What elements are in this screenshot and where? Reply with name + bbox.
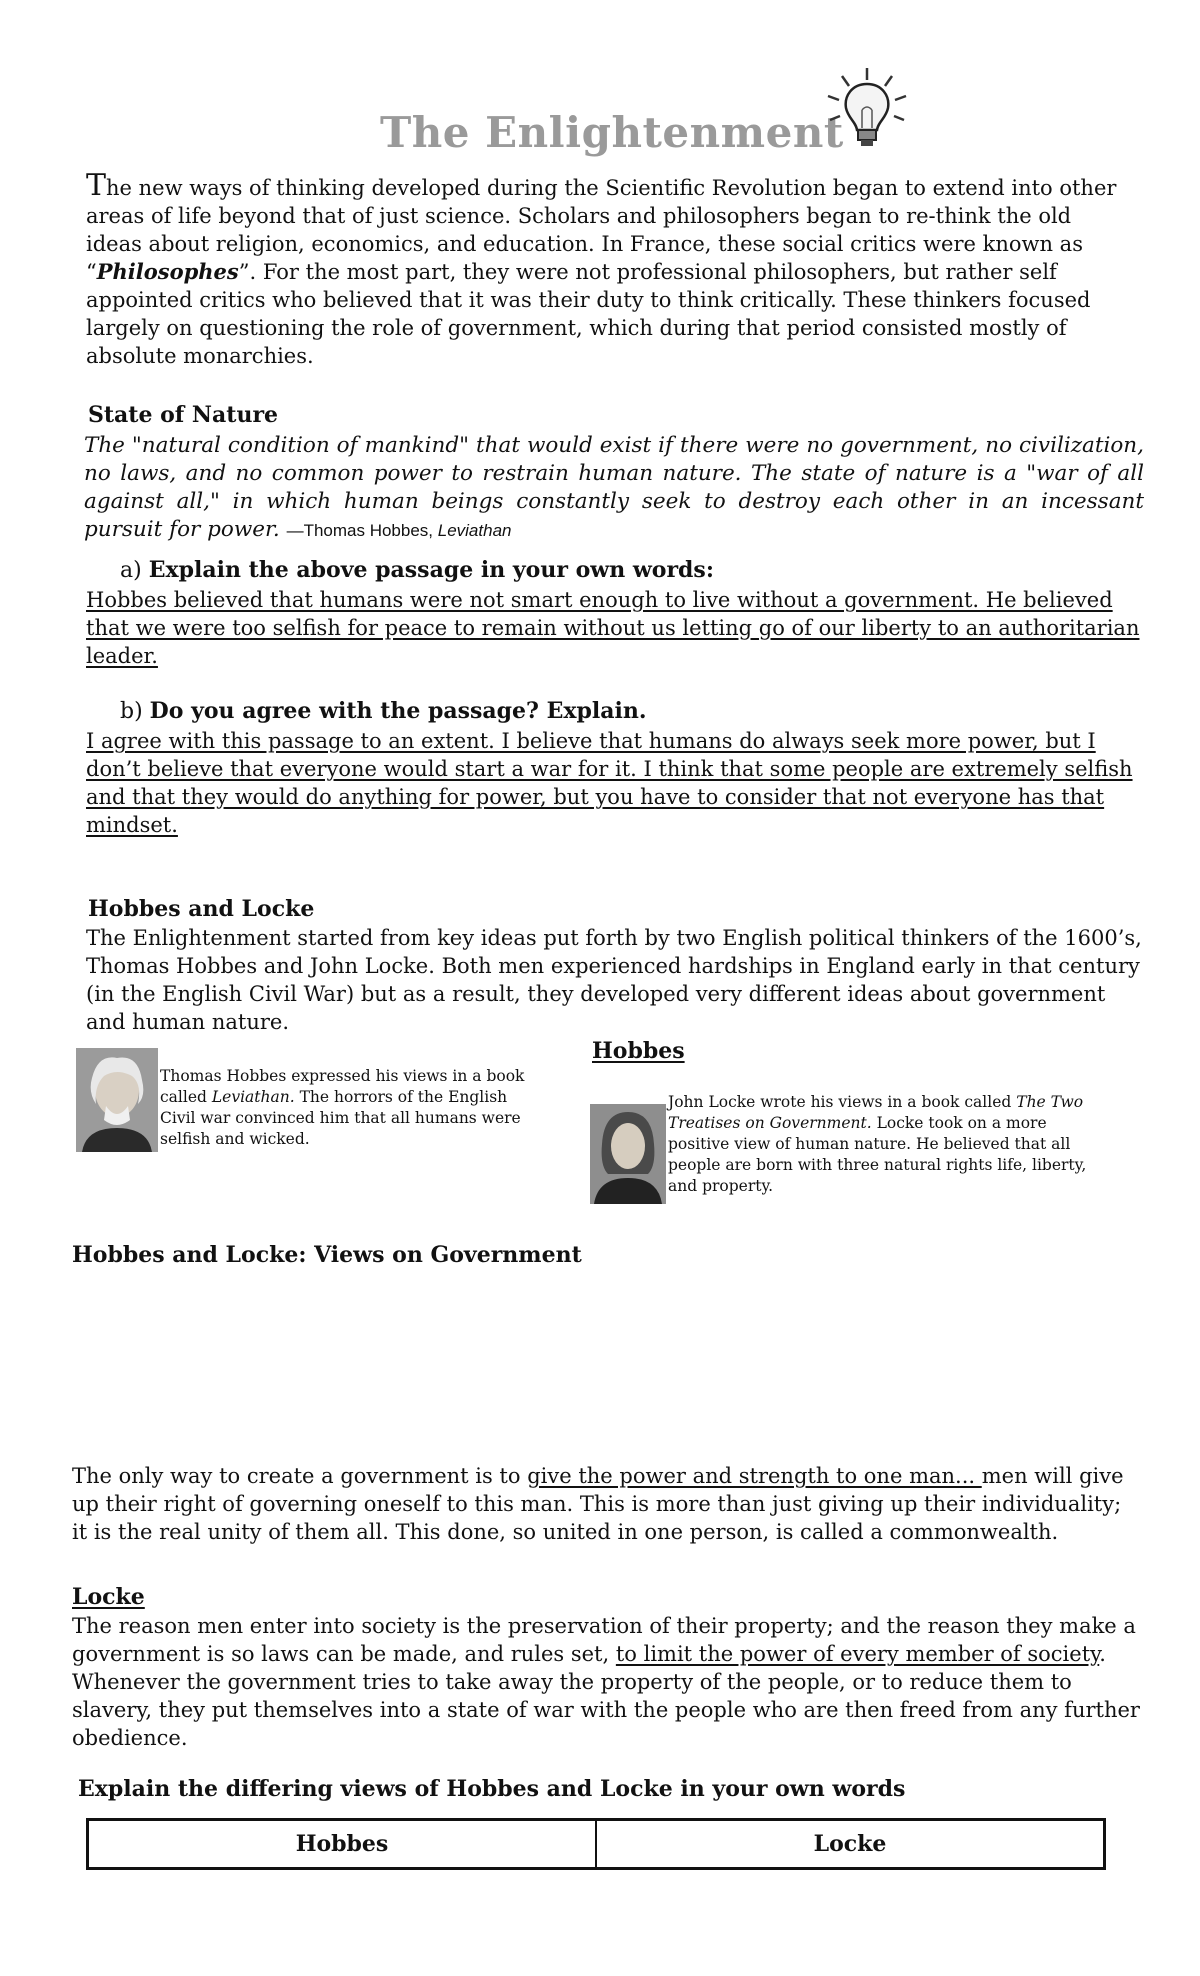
hobbes-and-locke-text: The Enlightenment started from key ideas put forth by two English political thinkers of the 1600’s, Thomas Hobbes and John Locke. Both men experienced hardships in England early in that century (in the English Civil War) but as a result, they developed very different ideas about government and human nature. — [86, 926, 1142, 1034]
philosophes-term: Philosophes — [96, 259, 239, 284]
locke-government-quote: The reason men enter into society is the preservation of their property; and the reason they make a government is so laws can be made, and rules set, to limit the power of every member of society. Whenever the government tries to take away the property of the people, or to reduce them to slavery, they put themselves into a state of war with the people who are then freed from any further obedience. — [72, 1614, 1140, 1750]
intro-paragraph — [86, 168, 1126, 370]
quote-text: The "natural condition of mankind" that would exist if there were no government, no civilization, no laws, and no common power to restrain human nature. The state of nature is a "war of all against all," in which human beings constantly seek to destroy each other in an incessant pursuit for power. — [84, 433, 1144, 542]
hobbes-and-locke-heading: Hobbes and Locke — [88, 896, 315, 922]
page-title: The Enlightenment — [380, 108, 844, 157]
hobbes-column-header: Hobbes — [88, 1820, 597, 1869]
locke-column-header: Locke — [596, 1820, 1105, 1869]
question-a-prompt: a) Explain the above passage in your own words: — [120, 557, 714, 583]
views-comparison-table — [86, 1818, 1106, 1870]
hobbes-label: Hobbes — [592, 1038, 685, 1064]
hobbes-government-quote: The only way to create a government is to give the power and strength to one man... men will give up their right of governing oneself to this man. This is more than just giving up their individuality; it is the real unity of them all. This done, so united in one person, is called a commonwealth. — [72, 1464, 1124, 1544]
question-b-answer: I agree with this passage to an extent. I believe that humans do always seek more power, but I don’t believe that everyone would start a war for it. I think that some people are extremely selfish and that they would do anything for power, but you have to consider that not everyone has that mindset. — [86, 729, 1133, 837]
locke-portrait — [590, 1104, 666, 1204]
quote-attribution: —Thomas Hobbes, Leviathan — [286, 521, 512, 540]
question-b-prompt: b) Do you agree with the passage? Explain. — [120, 698, 647, 724]
locke-heading: Locke — [72, 1584, 145, 1610]
intro-text: he new ways of thinking developed during the Scientific Revolution began to extend into other areas of life beyond that of just science. Scholars and philosophers began to re-think the old ideas about religion, economics, and education. In France, these social critics were known as “ — [86, 176, 1117, 284]
table-header-row — [88, 1820, 1105, 1869]
locke-bio: John Locke wrote his views in a book called The Two Treatises on Government. Locke took on a more positive view of human nature. He believed that all people are born with three natural rights life, liberty, and property. — [668, 1093, 1087, 1195]
question-a-answer: Hobbes believed that humans were not smart enough to live without a government. He believed that we were too selfish for peace to remain without us letting go of our liberty to an authoritarian leader. — [86, 588, 1140, 668]
hobbes-portrait — [76, 1048, 158, 1152]
intro-text-continued: ”. For the most part, they were not professional philosophers, but rather self appointed critics who believed that it was their duty to think critically. These thinkers focused largely on questioning the role of government, which during that period consisted mostly of absolute monarchies. — [86, 260, 1091, 368]
compare-prompt: Explain the differing views of Hobbes and Locke in your own words — [78, 1776, 906, 1802]
dropcap-letter: T — [86, 168, 107, 203]
hobbes-leviathan-quote — [84, 432, 1144, 545]
state-of-nature-heading: State of Nature — [88, 402, 279, 428]
lightbulb-icon — [822, 66, 912, 150]
hobbes-bio: Thomas Hobbes expressed his views in a book called Leviathan. The horrors of the English Civil war convinced him that all humans were selfish and wicked. — [160, 1067, 525, 1148]
views-on-government-heading: Hobbes and Locke: Views on Government — [72, 1242, 582, 1268]
